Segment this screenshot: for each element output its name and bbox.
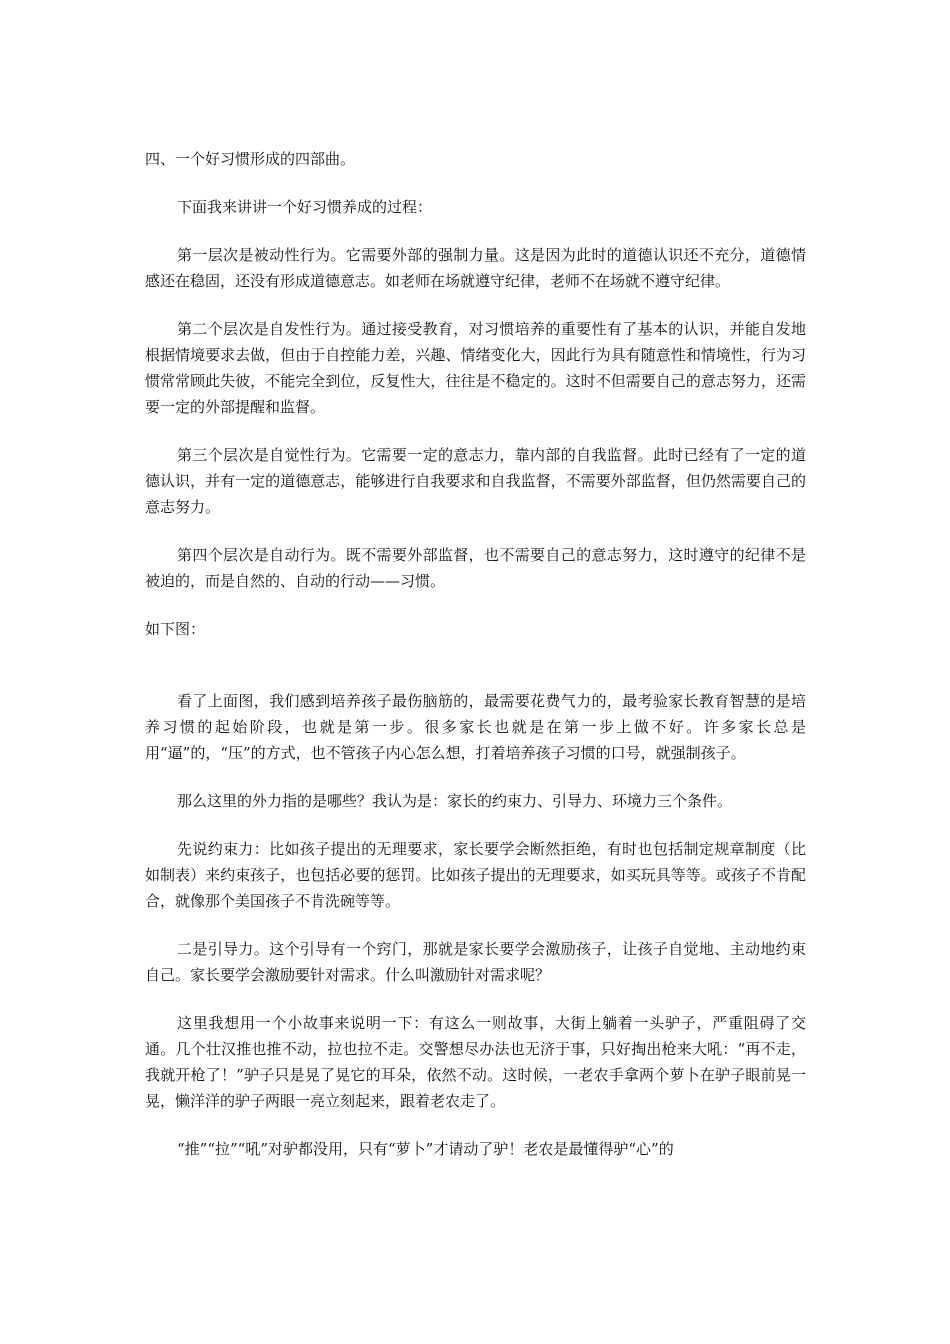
paragraph-level-4: 第四个层次是自动行为。既不需要外部监督，也不需要自己的意志努力，这时遵守的纪律不是被迫的，而是自然的、自动的行动——习惯。 — [145, 546, 806, 590]
paragraph-level-3: 第三个层次是自觉性行为。它需要一定的意志力，靠内部的自我监督。此时已经有了一定的道德认识，并有一定的道德意志，能够进行自我要求和自我监督，不需要外部监督，但仍然需要自己的意志努力。 — [145, 446, 806, 516]
paragraph-guidance: 二是引导力。这个引导有一个窍门，那就是家长要学会激励孩子，让孩子自觉地、主动地约束自己。家长要学会激励要针对需求。什么叫激励针对需求呢？ — [145, 940, 806, 984]
section-heading: 四、一个好习惯形成的四部曲。 — [145, 150, 356, 168]
figure-placeholder — [145, 642, 806, 688]
paragraph-story: 这里我想用一个小故事来说明一下：有这么一则故事，大街上躺着一头驴子，严重阻碍了交通。几个壮汉推也推不动，拉也拉不走。交警想尽办法也无济于事，只好掏出枪来大吼：“再不走，我就开枪了！”驴子只是晃了晃它的耳朵，依然不动。这时候，一老农手拿两个萝卜在驴子眼前晃一晃，懒洋洋的驴子两眼一亮立刻起来，跟着老农走了。 — [145, 1014, 806, 1110]
document-page — [145, 146, 806, 1162]
paragraph-intro: 下面我来讲讲一个好习惯养成的过程： — [177, 198, 433, 216]
paragraph-analysis: 看了上面图，我们感到培养孩子最伤脑筋的，最需要花费气力的，最考验家长教育智慧的是培养习惯的起始阶段，也就是第一步。很多家长也就是在第一步上做不好。许多家长总是用“逼”的，“压”的方式，也不管孩子内心怎么想，打着培养孩子习惯的口号，就强制孩子。 — [145, 692, 806, 762]
paragraph-constraint: 先说约束力：比如孩子提出的无理要求，家长要学会断然拒绝，有时也包括制定规章制度（比如制表）来约束孩子，也包括必要的惩罚。比如孩子提出的无理要求，如买玩具等等。或孩子不肯配合，就像那个美国孩子不肯洗碗等等。 — [145, 840, 806, 910]
paragraph-level-1: 第一层次是被动性行为。它需要外部的强制力量。这是因为此时的道德认识还不充分，道德情感还在稳固，还没有形成道德意志。如老师在场就遵守纪律，老师不在场就不遵守纪律。 — [145, 246, 806, 290]
paragraph-conclusion: “推”“拉”“吼”对驴都没用，只有“萝卜”才请动了驴！老农是最懂得驴“心”的 — [177, 1140, 674, 1158]
figure-caption: 如下图： — [145, 620, 206, 638]
paragraph-level-2: 第二个层次是自发性行为。通过接受教育，对习惯培养的重要性有了基本的认识，并能自发地根据情境要求去做，但由于自控能力差，兴趣、情绪变化大，因此行为具有随意性和情境性，行为习惯常常顾此失彼，不能完全到位，反复性大，往往是不稳定的。这时不但需要自己的意志努力，还需要一定的外部提醒和监督。 — [145, 320, 806, 416]
paragraph-external-forces: 那么这里的外力指的是哪些？我认为是：家长的约束力、引导力、环境力三个条件。 — [177, 792, 733, 810]
